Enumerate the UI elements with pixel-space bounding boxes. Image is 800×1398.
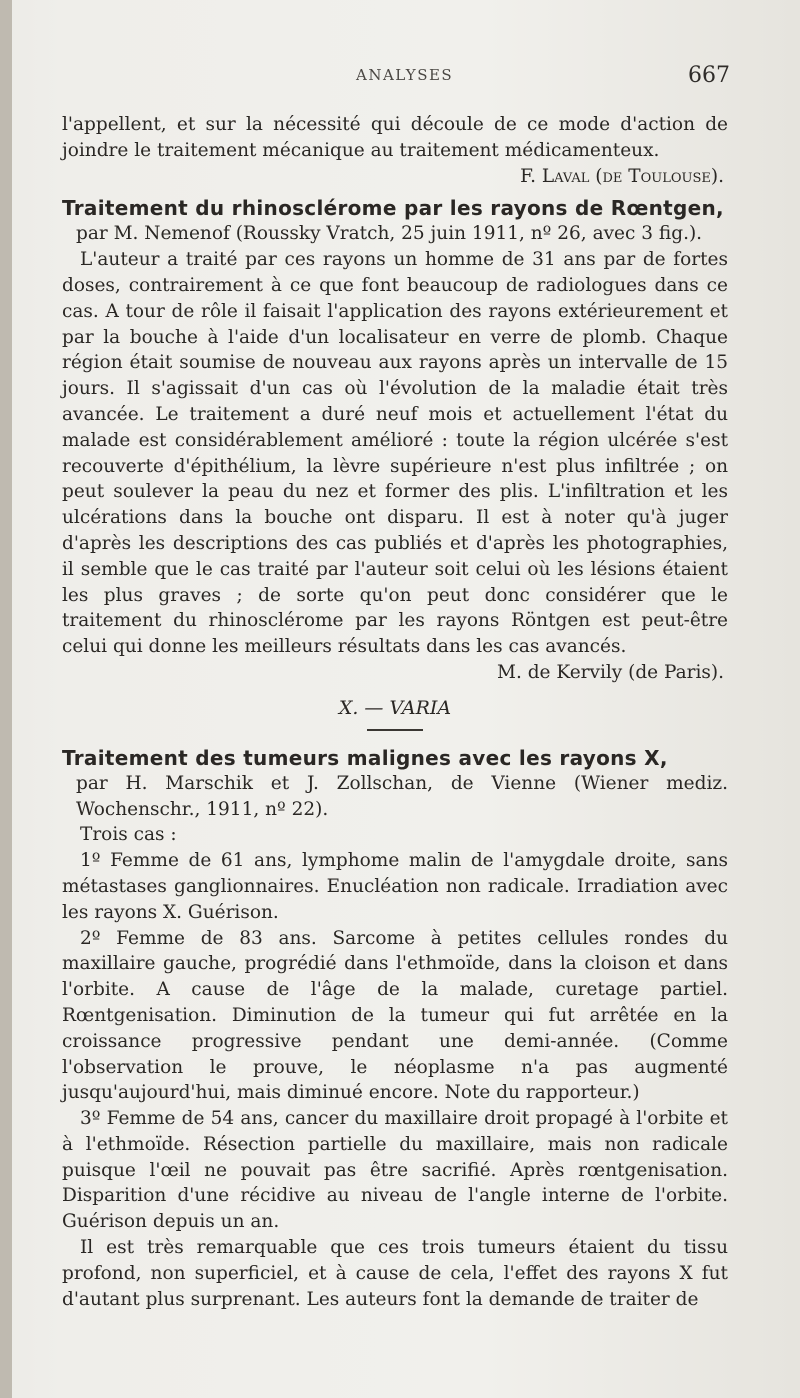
section-heading: X. — VARIA — [338, 696, 452, 719]
article3-case-1: 1º Femme de 61 ans, lymphome malin de l'amygdale droite, sans métastases ganglionnaires. Enucléation non radicale. Irradiation avec les rayons X. Guérison. — [62, 850, 728, 923]
signature-text: F. Laval (de Toulouse). — [520, 165, 724, 187]
article3-case-2: 2º Femme de 83 ans. Sarcome à petites cellules rondes du maxillaire gauche, progrédié dans l'ethmoïde, dans la cloison et dans l'orbite. A cause de l'âge de la malade, curetage partiel. Rœntgenisation. Diminution de la tumeur qui fut arrêtée en la croissance progressive pendant une demi-année. (Comme l'observation le prouve, le néoplasme n'a pas augmenté jusqu'aujourd'hui, mais diminué encore. Note du rapporteur.) — [62, 927, 728, 1104]
article3-closing: Il est très remarquable que ces trois tumeurs étaient du tissu profond, non superficiel, et à cause de cela, l'effet des rayons X fut d'autant plus surprenant. Les auteurs font la demande de traiter de — [62, 1237, 728, 1310]
running-header — [0, 63, 800, 90]
article1-continuation: l'appellent, et sur la nécessité qui découle de ce mode d'action de joindre le traitement mécanique au traitement médicamenteux. — [62, 114, 728, 161]
article2-signature: M. de Kervily (de Paris). — [497, 661, 724, 683]
article3-byline: par H. Marschik et J. Zollschan, de Vienne (Wiener mediz. Wochenschr., 1911, nº 22). — [76, 772, 728, 820]
article3-intro: Trois cas : — [80, 824, 177, 846]
article2-title: Traitement du rhinosclérome par les rayons de Rœntgen, — [62, 196, 724, 221]
running-title: ANALYSES — [356, 66, 454, 84]
page-number: 667 — [688, 63, 730, 88]
section-rule — [367, 729, 423, 731]
article1-signature — [62, 164, 728, 190]
text-body — [62, 112, 728, 1312]
article3-heading — [62, 745, 728, 771]
article2-body: L'auteur a traité par ces rayons un homme de 31 ans par de fortes doses, contrairement à ce que font beaucoup de radiologues dans ce cas. A tour de rôle il faisait l'application des rayons extérieurement et par la bouche à l'aide d'un localisateur en verre de plomb. Chaque région était soumise de nouveau aux rayons après un intervalle de 15 jours. Il s'agissait d'un cas où l'évolution de la maladie était très avancée. Le traitement a duré neuf mois et actuellement l'état du malade est considérablement amélioré : toute la région ulcérée s'est recouverte d'épithélium, la lèvre supérieure n'est plus infiltrée ; on peut soulever la peau du nez et former des plis. L'infiltration et les ulcérations dans la bouche ont disparu. Il est à noter qu'à juger d'après les descriptions des cas publiés et d'après les photographies, il semble que le cas traité par l'auteur soit celui où les lésions étaient les plus graves ; de sorte qu'on peut donc considérer que le traitement du rhinosclérome par les rayons Röntgen est peut-être celui qui donne les meilleurs résultats dans les cas avancés. — [62, 249, 728, 658]
article3-case-3: 3º Femme de 54 ans, cancer du maxillaire droit propagé à l'orbite et à l'ethmoïde. Résection partielle du maxillaire, mais non radicale puisque l'œil ne pouvait pas être sacrifié. Après rœntgenisation. Disparition d'une récidive au niveau de l'angle interne de l'orbite. Guérison depuis un an. — [62, 1108, 728, 1233]
page-edge-shadow — [0, 0, 12, 1398]
article2-byline: par M. Nemenof (Roussky Vratch, 25 juin 1911, nº 26, avec 3 fig.). — [76, 223, 703, 245]
article3-title: Traitement des tumeurs malignes avec les rayons X, — [62, 745, 668, 770]
article2-heading — [62, 195, 728, 221]
